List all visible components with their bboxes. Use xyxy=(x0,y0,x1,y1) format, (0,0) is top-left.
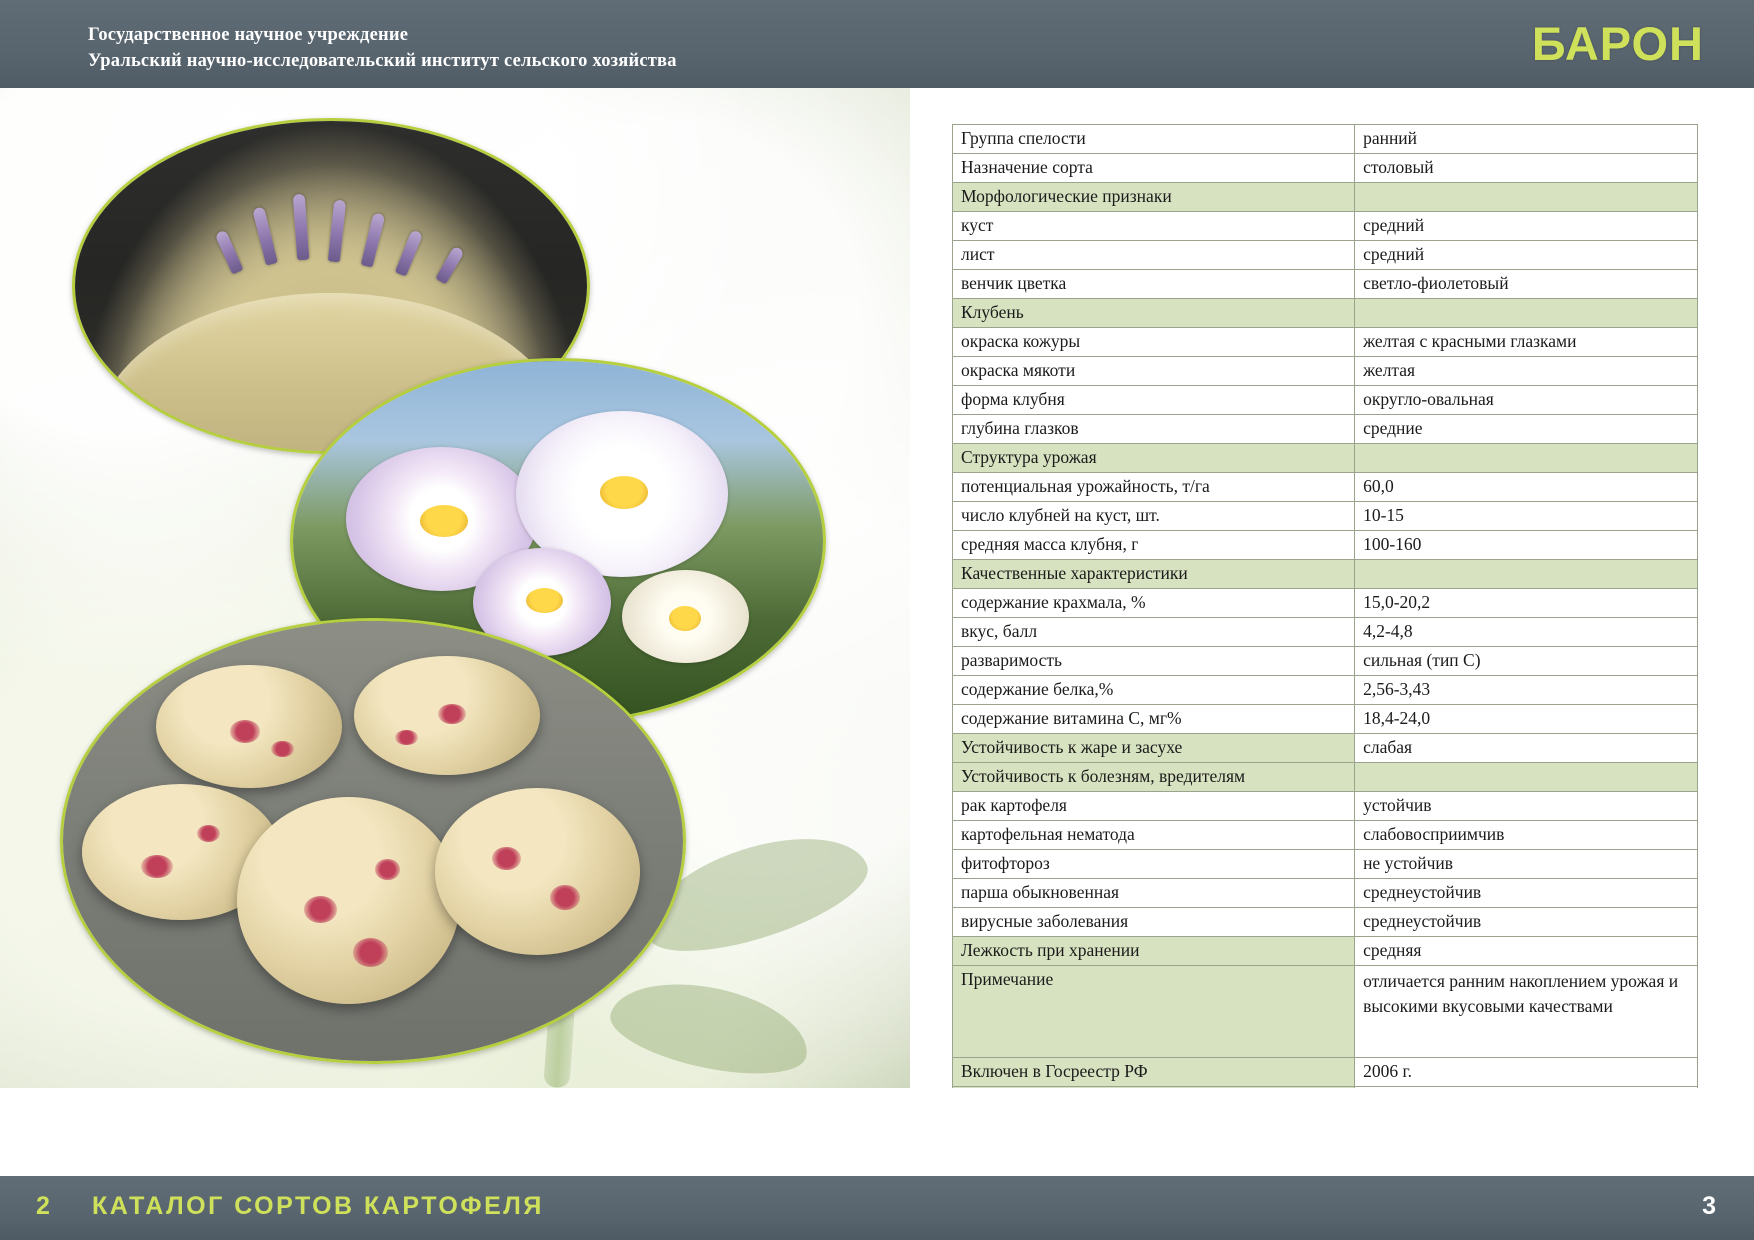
institution-line-1: Государственное научное учреждение xyxy=(88,25,409,45)
sprout-7 xyxy=(435,246,464,285)
table-row xyxy=(953,618,1698,647)
table-row xyxy=(953,473,1698,502)
table-row xyxy=(953,531,1698,560)
row-value: сильная (тип С) xyxy=(1355,647,1698,676)
row-label: Группа спелости xyxy=(953,125,1355,154)
variety-spec-table xyxy=(952,124,1698,1145)
note-label: Примечание xyxy=(953,966,1355,1058)
row-label: венчик цветка xyxy=(953,270,1355,299)
photo-collage xyxy=(0,88,910,1088)
table-row xyxy=(953,821,1698,850)
table-row xyxy=(953,154,1698,183)
section-label: Клубень xyxy=(953,299,1355,328)
row-value: 60,0 xyxy=(1355,473,1698,502)
tuber-eye xyxy=(375,859,400,880)
table-row xyxy=(953,879,1698,908)
row-label: окраска мякоти xyxy=(953,357,1355,386)
section-value xyxy=(1355,299,1698,328)
tuber-5 xyxy=(435,788,640,955)
row-value: 15,0-20,2 xyxy=(1355,589,1698,618)
section-label: Морфологические признаки xyxy=(953,183,1355,212)
row-label: средняя масса клубня, г xyxy=(953,531,1355,560)
section-label: Структура урожая xyxy=(953,444,1355,473)
row-label: форма клубня xyxy=(953,386,1355,415)
spec-table xyxy=(952,124,1698,1145)
table-row xyxy=(953,850,1698,879)
table-row xyxy=(953,241,1698,270)
row-value: средний xyxy=(1355,241,1698,270)
flower-3-center xyxy=(526,588,563,613)
sprout-2 xyxy=(293,193,310,260)
row-label: глубина глазков xyxy=(953,415,1355,444)
row-value: светло-фиолетовый xyxy=(1355,270,1698,299)
table-row xyxy=(953,647,1698,676)
row-label: вирусные заболевания xyxy=(953,908,1355,937)
tuber-eye xyxy=(304,896,337,923)
potato-tubers-image xyxy=(63,621,683,1061)
row-value: 2,56-3,43 xyxy=(1355,676,1698,705)
flower-2-center xyxy=(600,476,648,508)
row-value: слабовосприимчив xyxy=(1355,821,1698,850)
row-value: желтая xyxy=(1355,357,1698,386)
tuber-eye xyxy=(230,720,260,742)
row-value: округло-овальная xyxy=(1355,386,1698,415)
table-row xyxy=(953,908,1698,937)
row-label: Назначение сорта xyxy=(953,154,1355,183)
table-section-row xyxy=(953,299,1698,328)
page-footer xyxy=(0,1176,1754,1240)
catalog-title: КАТАЛОГ СОРТОВ КАРТОФЕЛЯ xyxy=(92,1192,544,1220)
table-row xyxy=(953,357,1698,386)
table-row xyxy=(953,212,1698,241)
tuber-eye xyxy=(353,938,389,967)
row-label: фитофтороз xyxy=(953,850,1355,879)
tuber-1 xyxy=(156,665,342,788)
table-row xyxy=(953,589,1698,618)
section-value xyxy=(1355,763,1698,792)
row-label: потенциальная урожайность, т/га xyxy=(953,473,1355,502)
table-section-row xyxy=(953,1058,1698,1087)
section-label: Устойчивость к жаре и засухе xyxy=(953,734,1355,763)
row-value: 10-15 xyxy=(1355,502,1698,531)
institution-line-2: Уральский научно-исследовательский институт сельского хозяйства xyxy=(88,51,677,71)
table-row xyxy=(953,125,1698,154)
row-label: окраска кожуры xyxy=(953,328,1355,357)
sprout-1 xyxy=(252,206,278,265)
tuber-4 xyxy=(237,797,460,1004)
row-label: разваримость xyxy=(953,647,1355,676)
tuber-2 xyxy=(354,656,540,775)
note-value: отличается ранним накоплением урожая и высокими вкусовыми качествами xyxy=(1355,966,1698,1058)
table-section-row xyxy=(953,734,1698,763)
section-label: Лежкость при хранении xyxy=(953,937,1355,966)
row-label: картофельная нематода xyxy=(953,821,1355,850)
row-value: 100-160 xyxy=(1355,531,1698,560)
table-section-row xyxy=(953,183,1698,212)
tuber-eye xyxy=(271,741,293,757)
table-row xyxy=(953,705,1698,734)
table-row xyxy=(953,415,1698,444)
section-value: 2006 г. xyxy=(1355,1058,1698,1087)
row-value: не устойчив xyxy=(1355,850,1698,879)
table-row xyxy=(953,328,1698,357)
table-row xyxy=(953,792,1698,821)
row-value: столовый xyxy=(1355,154,1698,183)
row-label: содержание витамина С, мг% xyxy=(953,705,1355,734)
section-label: Включен в Госреестр РФ xyxy=(953,1058,1355,1087)
page-bottom-margin xyxy=(0,1088,1754,1176)
row-label: содержание белка,% xyxy=(953,676,1355,705)
sprout-3 xyxy=(328,200,346,263)
section-label: Устойчивость к болезням, вредителям xyxy=(953,763,1355,792)
row-value: 4,2-4,8 xyxy=(1355,618,1698,647)
row-value: среднеустойчив xyxy=(1355,908,1698,937)
tuber-eye xyxy=(438,704,466,724)
row-label: вкус, балл xyxy=(953,618,1355,647)
tuber-eye xyxy=(141,855,173,878)
row-label: парша обыкновенная xyxy=(953,879,1355,908)
section-value xyxy=(1355,560,1698,589)
table-row xyxy=(953,502,1698,531)
flower-1-center xyxy=(420,505,468,537)
row-value: средние xyxy=(1355,415,1698,444)
row-value: средний xyxy=(1355,212,1698,241)
section-value xyxy=(1355,444,1698,473)
tuber-eye xyxy=(492,847,521,870)
tuber-eye xyxy=(197,825,221,843)
row-label: куст xyxy=(953,212,1355,241)
page-number-right: 3 xyxy=(1702,1192,1716,1220)
potato-tubers-photo xyxy=(60,618,686,1064)
table-section-row xyxy=(953,560,1698,589)
table-section-row xyxy=(953,763,1698,792)
section-value: слабая xyxy=(1355,734,1698,763)
table-row xyxy=(953,270,1698,299)
sprout-5 xyxy=(394,229,422,276)
row-value: устойчив xyxy=(1355,792,1698,821)
table-section-row xyxy=(953,444,1698,473)
table-row xyxy=(953,386,1698,415)
row-label: лист xyxy=(953,241,1355,270)
tuber-eye xyxy=(550,885,581,910)
row-value: ранний xyxy=(1355,125,1698,154)
sprout-6 xyxy=(215,229,244,274)
institution-name xyxy=(88,22,677,74)
section-value: средняя xyxy=(1355,937,1698,966)
table-row xyxy=(953,676,1698,705)
row-value: желтая с красными глазками xyxy=(1355,328,1698,357)
table-note-row xyxy=(953,966,1698,1058)
sprout-4 xyxy=(360,213,385,268)
row-label: рак картофеля xyxy=(953,792,1355,821)
row-label: число клубней на куст, шт. xyxy=(953,502,1355,531)
section-value xyxy=(1355,183,1698,212)
row-value: среднеустойчив xyxy=(1355,879,1698,908)
row-label: содержание крахмала, % xyxy=(953,589,1355,618)
page-number-left: 2 xyxy=(36,1192,50,1220)
variety-title: БАРОН xyxy=(1531,17,1704,70)
section-label: Качественные характеристики xyxy=(953,560,1355,589)
page-header xyxy=(0,0,1754,88)
table-section-row xyxy=(953,937,1698,966)
row-value: 18,4-24,0 xyxy=(1355,705,1698,734)
tuber-eye xyxy=(395,730,417,745)
spec-table-body xyxy=(953,125,1698,1145)
